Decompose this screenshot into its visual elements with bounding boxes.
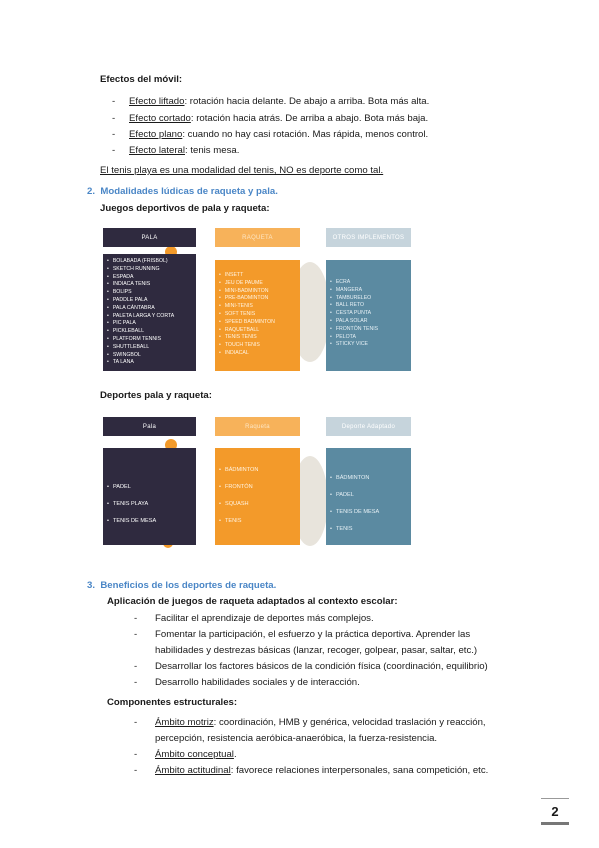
list-item: Fomentar la participación, el esfuerzo y la práctica deportiva. Aprender las xyxy=(155,629,471,640)
list-item: • PELOTA xyxy=(330,334,378,342)
list-item: • BÁDMINTON xyxy=(330,470,379,487)
list-item: • CESTA PUNTA xyxy=(330,310,378,318)
otros-list xyxy=(330,470,379,538)
list-item: • INDIACA TENIS xyxy=(107,281,174,289)
list-item: • TENIS DE MESA xyxy=(107,513,156,530)
list-item: • SPEED BADMINTON xyxy=(219,319,275,327)
section-3-title: 3. Beneficios de los deportes de raqueta. xyxy=(87,580,277,591)
list-item: • TA LANA xyxy=(107,359,174,367)
section-2-title: 2. Modalidades lúdicas de raqueta y pala. xyxy=(87,186,278,197)
section-2-subtitle: Juegos deportivos de pala y raqueta: xyxy=(100,203,270,214)
list-item: Efecto cortado: rotación hacia atrás. De arriba a abajo. Bota más baja. xyxy=(129,113,429,124)
page-number: 2 xyxy=(551,804,559,819)
list-item: • INSETT xyxy=(219,272,275,280)
list-item: • MANGERA xyxy=(330,287,378,295)
list-item: Efecto plano: cuando no hay casi rotación. Mas rápida, menos control. xyxy=(129,129,429,140)
list-item: • ECRA xyxy=(330,279,378,287)
list-item: • TENIS xyxy=(219,513,258,530)
list-item: • PALETA LARGA Y CORTA xyxy=(107,313,174,321)
list-dash: - xyxy=(134,765,138,776)
list-item: • FRONTÓN TENIS xyxy=(330,326,378,334)
list-item: • MINI-BADMINTON xyxy=(219,288,275,296)
list-item: Efecto lateral: tenis mesa. xyxy=(129,145,240,156)
list-item: • BOLIPS xyxy=(107,289,174,297)
list-dash: - xyxy=(134,661,138,672)
list-dash: - xyxy=(112,145,116,156)
list-item: • PADEL xyxy=(107,479,156,496)
list-item: • PADEL xyxy=(330,487,379,504)
effects-heading: Efectos del móvil: xyxy=(100,74,183,85)
list-item: • PADDLE PALA xyxy=(107,297,174,305)
otros-list xyxy=(330,279,378,349)
list-item: habilidades y destrezas básicas (lanzar, recoger, golpear, pasar, saltar, etc.) xyxy=(155,645,478,656)
raqueta-list xyxy=(219,462,258,530)
list-item: • SWINGBOL xyxy=(107,352,174,360)
list-item: • TENIS PLAYA xyxy=(107,496,156,513)
list-item: • PRE-BADMINTON xyxy=(219,295,275,303)
pala-header: Pala xyxy=(103,417,196,436)
raqueta-header: Raqueta xyxy=(215,417,300,436)
list-item: • TENIS xyxy=(330,521,379,538)
list-item: • TENIS TENIS xyxy=(219,334,275,342)
list-dash: - xyxy=(134,749,138,760)
list-item: • TAMBURELEO xyxy=(330,295,378,303)
components-heading: Componentes estructurales: xyxy=(107,697,238,708)
list-item: Efecto liftado: rotación hacia delante. De abajo a arriba. Bota más alta. xyxy=(129,96,430,107)
list-dash: - xyxy=(112,96,116,107)
list-dash: - xyxy=(134,629,138,640)
list-item: • PALA SOLAR xyxy=(330,318,378,326)
list-item: • FRONTÓN xyxy=(219,479,258,496)
list-item: • MINI-TENIS xyxy=(219,303,275,311)
list-dash: - xyxy=(112,113,116,124)
list-item: Ámbito motriz: coordinación, HMB y genérica, velocidad traslación y reacción, xyxy=(155,717,486,728)
list-dash: - xyxy=(134,717,138,728)
list-item: • SQUASH xyxy=(219,496,258,513)
list-item: Facilitar el aprendizaje de deportes más complejos. xyxy=(155,613,374,624)
list-dash: - xyxy=(112,129,116,140)
list-item: • SKETCH RUNNING xyxy=(107,266,174,274)
list-item: • INDIACAL xyxy=(219,350,275,358)
list-item: • PIC PALA xyxy=(107,320,174,328)
otros-header: OTROS IMPLEMENTOS xyxy=(326,228,411,247)
list-item: • PICKLEBALL xyxy=(107,328,174,336)
list-item: Ámbito conceptual. xyxy=(155,749,237,760)
list-item: • BALL RETO xyxy=(330,302,378,310)
section-2-subtitle-2: Deportes pala y raqueta: xyxy=(100,390,212,401)
list-item: • TOUCH TENIS xyxy=(219,342,275,350)
pala-list xyxy=(107,479,156,530)
list-item: • PALA CÁNTABRA xyxy=(107,305,174,313)
list-dash: - xyxy=(134,613,138,624)
list-item: • TENIS DE MESA xyxy=(330,504,379,521)
section-3-subtitle: Aplicación de juegos de raqueta adaptados al contexto escolar: xyxy=(107,596,398,607)
list-item: • PLATFORM TENNIS xyxy=(107,336,174,344)
list-item: • SOFT TENIS xyxy=(219,311,275,319)
list-item: Desarrollo habilidades sociales y de interacción. xyxy=(155,677,360,688)
list-item: • STICKY VICE xyxy=(330,341,378,349)
list-item: percepción, resistencia aeróbica-anaeróbica, la fuerza-resistencia. xyxy=(155,733,438,744)
list-item: • RAQUETBALL xyxy=(219,327,275,335)
list-item: • JEU DE PAUME xyxy=(219,280,275,288)
list-dash: - xyxy=(134,677,138,688)
page-number-rule-bottom xyxy=(541,822,569,825)
pala-list xyxy=(107,258,174,367)
otros-header: Deporte Adaptado xyxy=(326,417,411,436)
pala-header: PALA xyxy=(103,228,196,247)
page-number-rule-top xyxy=(541,798,569,799)
list-item: • SHUTTLEBALL xyxy=(107,344,174,352)
list-item: Desarrollar los factores básicos de la condición física (coordinación, equilibrio) xyxy=(155,661,488,672)
list-item: • BOLABADA (FRISBOL) xyxy=(107,258,174,266)
tenis-playa-note: El tenis playa es una modalidad del tenis, NO es deporte como tal. xyxy=(100,165,384,176)
list-item: Ámbito actitudinal: favorece relaciones interpersonales, sana competición, etc. xyxy=(155,765,489,776)
list-item: • ESPADA xyxy=(107,274,174,282)
raqueta-list xyxy=(219,272,275,358)
list-item: • BÁDMINTON xyxy=(219,462,258,479)
raqueta-header: RAQUETA xyxy=(215,228,300,247)
